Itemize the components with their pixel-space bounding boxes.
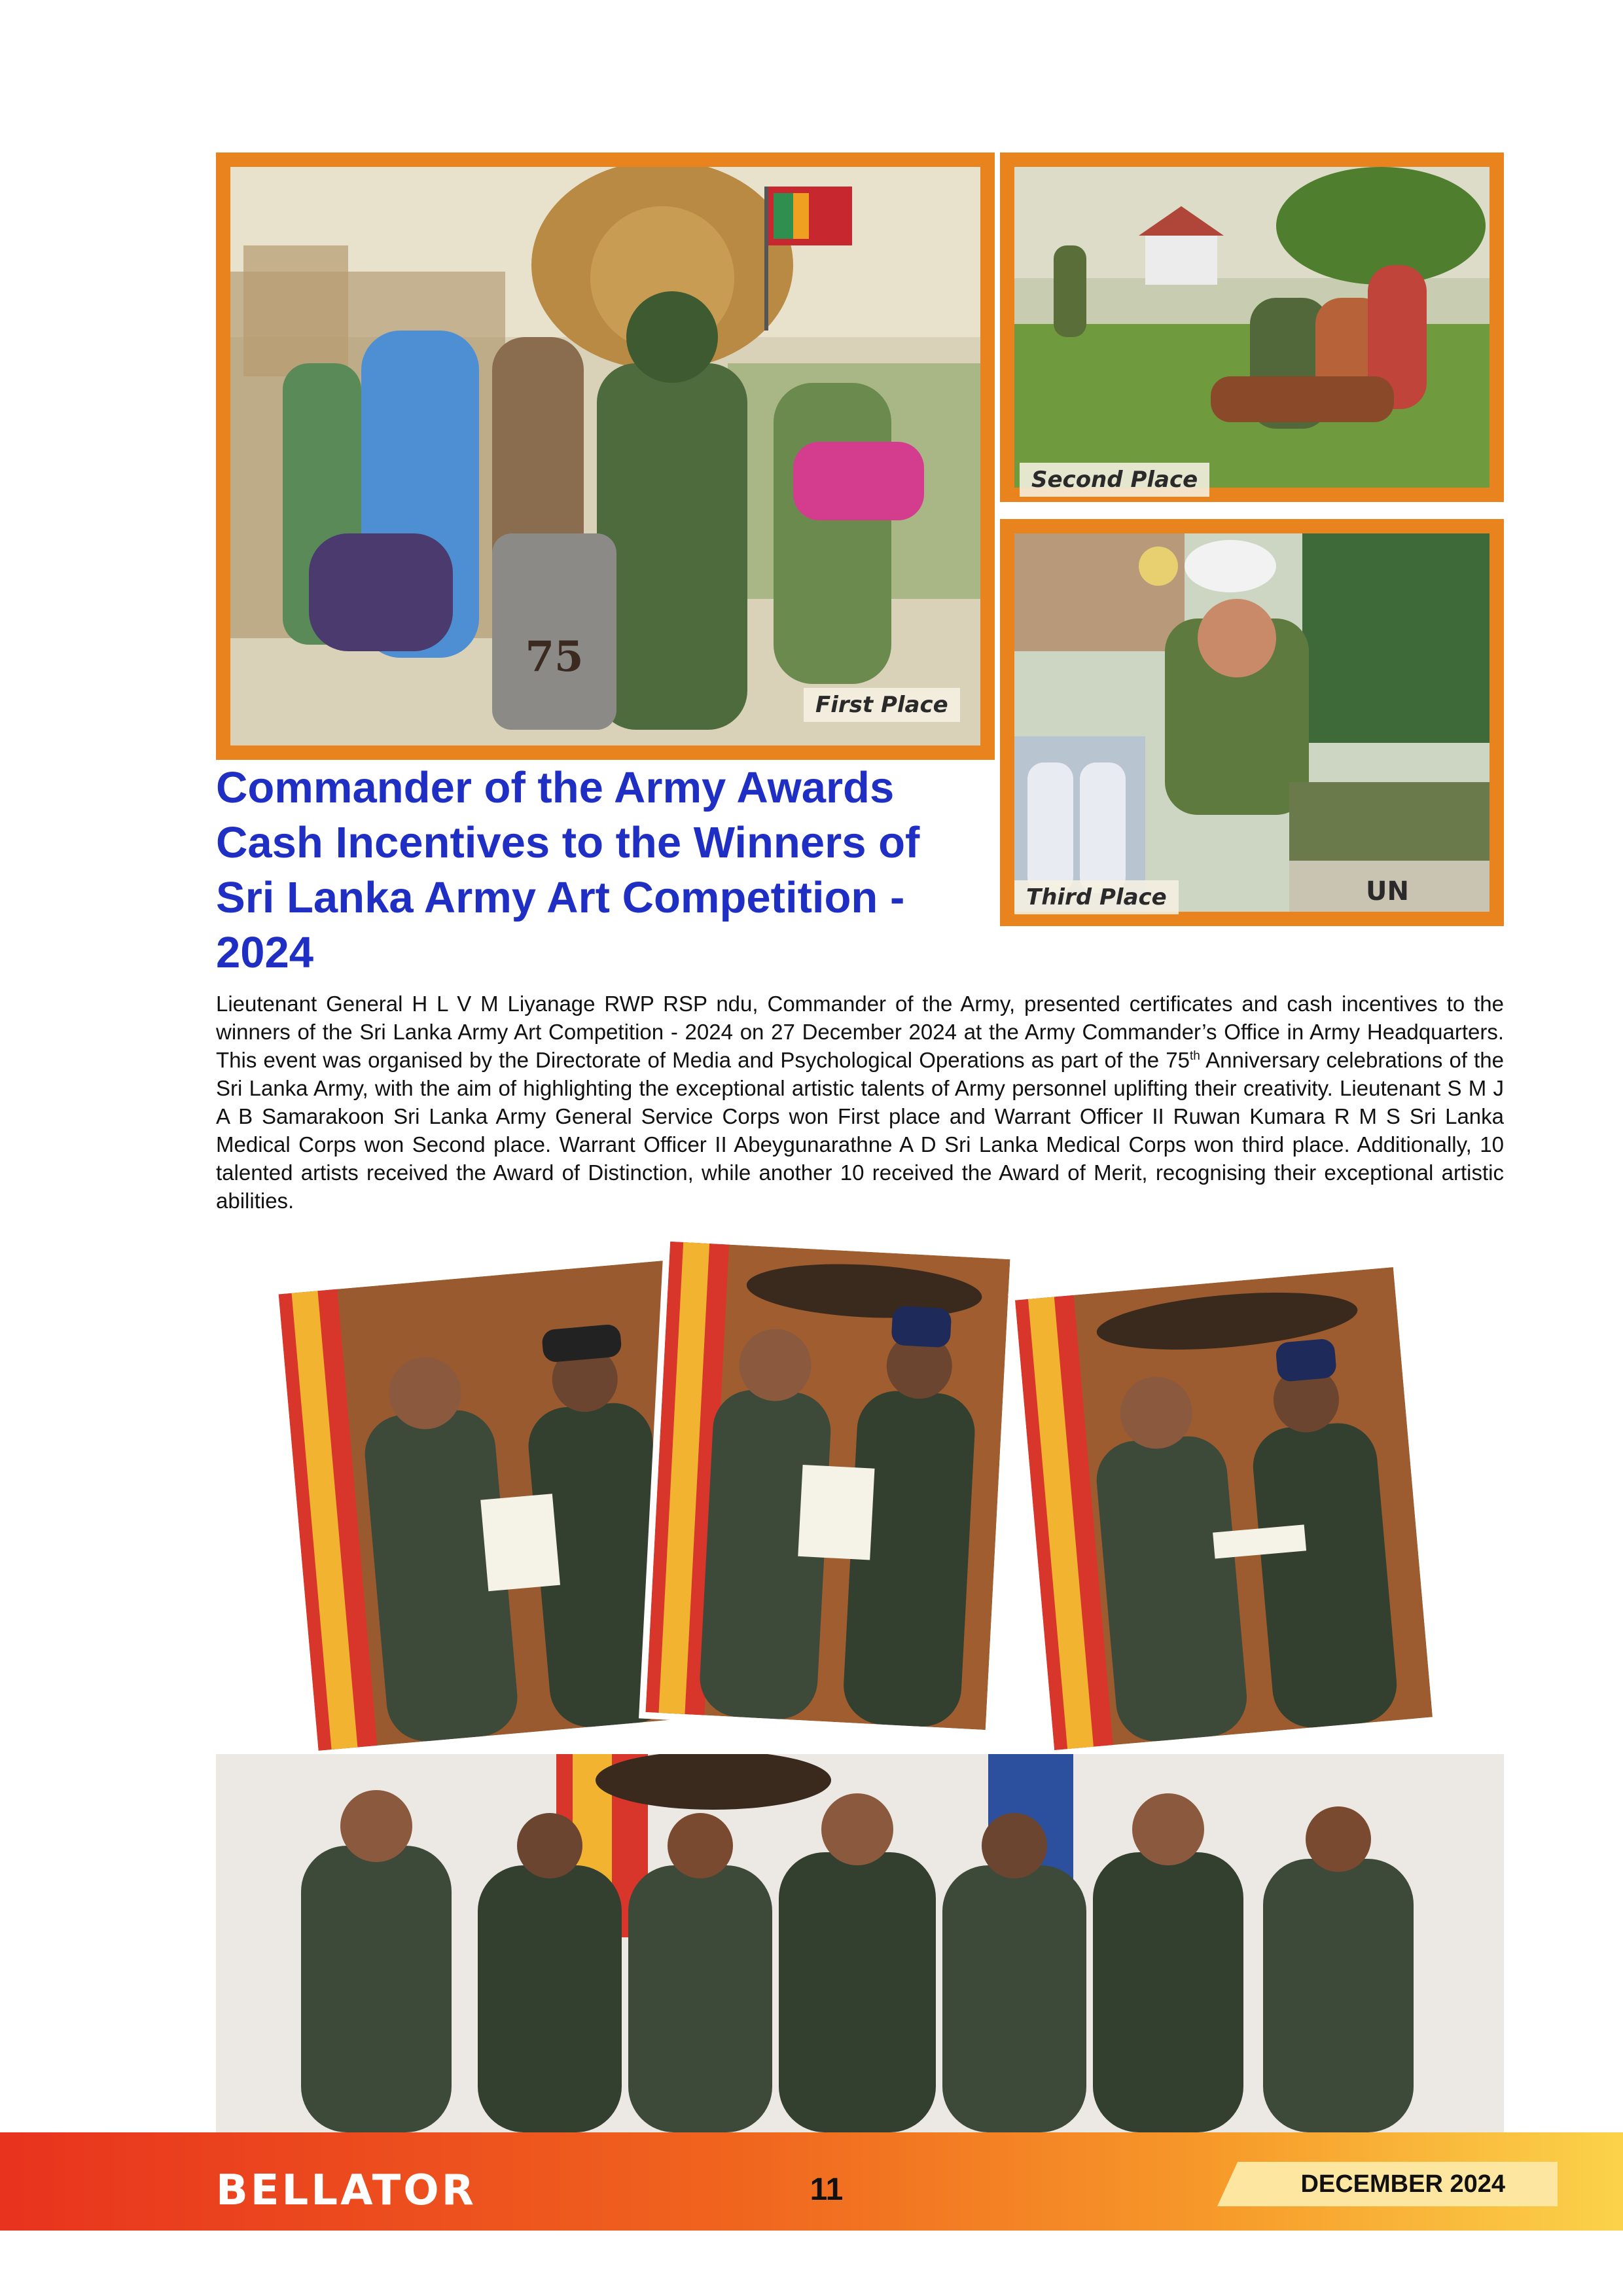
milestone-number: 75: [525, 632, 584, 681]
issue-date: DECEMBER 2024: [1300, 2170, 1505, 2198]
third-place-caption: Third Place: [1014, 880, 1179, 914]
article-headline: Commander of the Army Awards Cash Incentives to the Winners of Sri Lanka Army Art Competition - 2024: [216, 763, 920, 977]
second-place-caption: Second Place: [1020, 463, 1209, 497]
group-photo: [216, 1754, 1504, 2132]
article-body-part2: Anniversary celebrations of the Sri Lanka Army, with the aim of highlighting the exceptional artistic talents of Army personnel uplifting their creativity. Lieutenant S M J A B Samarakoon Sri Lanka Army General Service Corps won First place and Warrant Officer II Ruwan Kumara R M S Sri Lanka Medical Corps won Second place. Warrant Officer II Abeygunarathne A D Sri Lanka Medical Corps won third place. Additionally, 10 talented artists received the Award of Distinction, while another 10 received the Award of Merit, recognising their exceptional artistic abilities.: [216, 1048, 1504, 1213]
award-photo-1: [279, 1260, 710, 1751]
second-place-artwork: [1000, 152, 1504, 502]
magazine-logo: BELLATOR: [216, 2166, 476, 2215]
award-photo-2: [646, 1242, 1010, 1730]
second-place-painting: [1014, 167, 1489, 488]
third-place-artwork: [1000, 519, 1504, 926]
first-place-painting: [230, 167, 980, 745]
ordinal-suffix: th: [1189, 1049, 1200, 1063]
award-photo-3: [1015, 1267, 1433, 1750]
first-place-artwork: [216, 152, 995, 760]
third-place-painting: [1014, 533, 1489, 912]
page-number: 11: [810, 2172, 844, 2207]
un-label: UN: [1366, 876, 1409, 906]
article-body-part1: Lieutenant General H L V M Liyanage RWP RSP ndu, Commander of the Army, presented certificates and cash incentives to the winners of the Sri Lanka Army Art Competition - 2024 on 27 December 2024 at the Army Commander’s Office in Army Headquarters. This event was organised by the Directorate of Media and Psychological Operations as part of the 75: [216, 992, 1504, 1072]
first-place-caption: First Place: [804, 688, 960, 722]
article-body: [216, 990, 1504, 1215]
